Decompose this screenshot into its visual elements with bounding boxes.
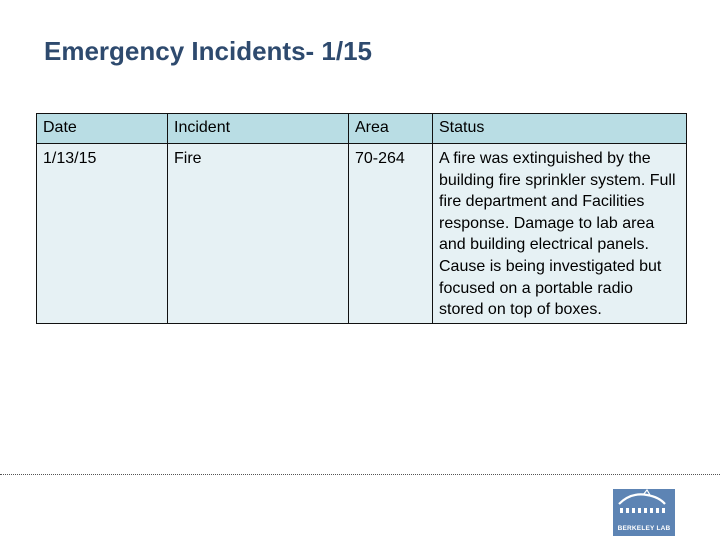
cell-status: A fire was extinguished by the building fire sprinkler system. Full fire department and Facilities response. Damage to lab area and building electrical panels. Cause is being investigated but focused on a portable radio stored on top of boxes.	[433, 144, 687, 324]
column-header-incident: Incident	[168, 114, 349, 144]
table-header-row	[37, 114, 687, 144]
footer-divider	[0, 474, 720, 475]
slide-title: Emergency Incidents- 1/15	[44, 36, 373, 66]
berkeley-lab-logo	[613, 489, 675, 536]
lab-building-icon	[613, 489, 675, 523]
table-row	[37, 144, 687, 324]
cell-date: 1/13/15	[37, 144, 168, 324]
incidents-table	[36, 113, 687, 324]
cell-area: 70-264	[349, 144, 433, 324]
column-header-status: Status	[433, 114, 687, 144]
cell-incident: Fire	[168, 144, 349, 324]
column-header-area: Area	[349, 114, 433, 144]
logo-text: BERKELEY LAB	[617, 525, 671, 532]
column-header-date: Date	[37, 114, 168, 144]
